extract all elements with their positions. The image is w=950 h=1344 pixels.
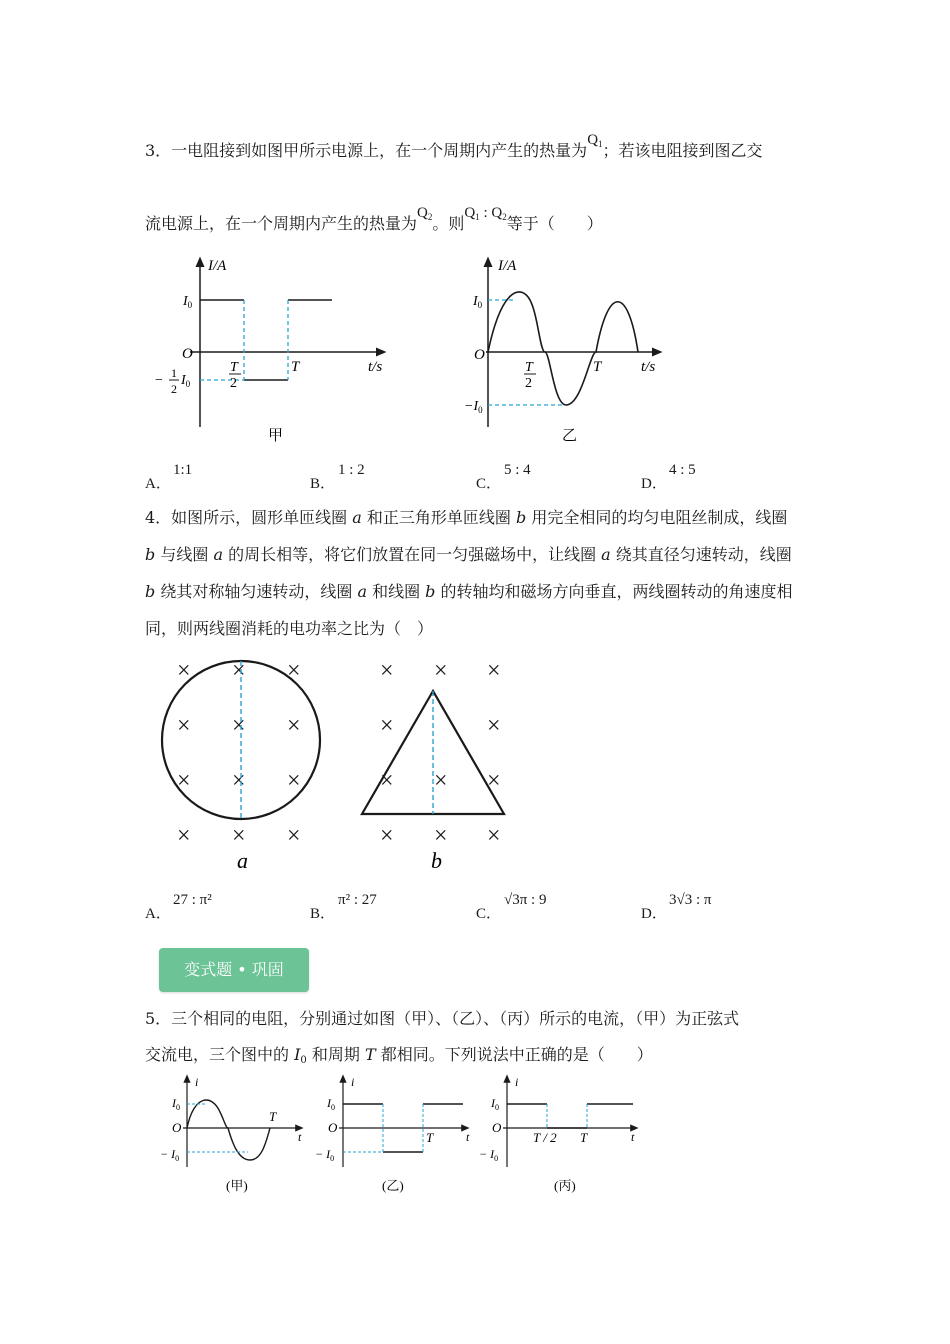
caption: (乙): [382, 1178, 404, 1193]
q3-text-4: 。则: [432, 214, 465, 233]
q4-text: 用完全相同的均匀电阻丝制成，线圈: [526, 508, 788, 527]
period-symbol: T: [364, 1045, 376, 1064]
y-top-label: [182, 294, 193, 310]
q5-text: 交流电，三个图中的: [145, 1045, 295, 1064]
top-label: [326, 1096, 335, 1112]
i0-sub: 0: [477, 300, 483, 310]
option-letter: D．: [641, 906, 667, 922]
coil-a-ref: a: [601, 545, 611, 564]
coil-b-ref: b: [425, 582, 436, 601]
cross: ×: [177, 658, 191, 684]
ratio-colon: :: [483, 205, 488, 221]
t-label: T: [580, 1130, 588, 1145]
i0-sub: 0: [331, 1103, 335, 1112]
option-value: 3√3 : π: [669, 892, 712, 908]
circular-coil-a: [162, 661, 320, 819]
q3-text-5: 等于（ ）: [506, 214, 603, 233]
x-axis-label: [368, 359, 382, 375]
cross: ×: [434, 768, 448, 794]
top-label: [490, 1096, 499, 1112]
ratio-q2: Q: [491, 205, 503, 221]
option-value: π² : 27: [338, 892, 377, 908]
neg-label: [315, 1147, 334, 1163]
q5-figures: [150, 1072, 650, 1202]
cross: ×: [380, 768, 394, 794]
q4-option-b[interactable]: [310, 892, 377, 923]
i0-sub: 0: [187, 300, 193, 310]
cross: ×: [380, 658, 394, 684]
option-letter: A．: [145, 906, 171, 922]
figure-5-yi: [315, 1075, 470, 1193]
q4-option-c[interactable]: [476, 892, 547, 923]
option-letter: C．: [476, 476, 502, 492]
ylabel-text: I/A: [208, 258, 227, 274]
coil-b-ref: b: [516, 508, 527, 527]
q3-option-a[interactable]: [145, 462, 193, 493]
label-a: a: [237, 848, 248, 873]
t-label: T: [269, 1109, 277, 1124]
neg-letter: − I: [160, 1147, 176, 1161]
q3-line2: [145, 205, 603, 238]
variant-badge: 变式题 • 巩固: [159, 948, 309, 992]
origin: O: [492, 1120, 502, 1135]
figure-5-bing: [479, 1075, 635, 1193]
option-letter: D．: [641, 476, 667, 492]
q4-text: 和正三角形单匝线圈: [361, 508, 517, 527]
neg-sub: 0: [494, 1154, 499, 1163]
figure-5-jia: [160, 1075, 302, 1193]
neg-label: [479, 1147, 498, 1163]
y-axis-label: [497, 258, 517, 274]
q4-option-a[interactable]: [145, 892, 212, 923]
option-letter: B．: [310, 476, 336, 492]
q4-line4: [145, 617, 433, 641]
option-value: √3π : 9: [504, 892, 547, 908]
coil-b-ref: b: [145, 545, 156, 564]
xlabel-text: t/s: [641, 359, 656, 375]
q5-line1: [145, 1007, 739, 1031]
neg-letter: − I: [315, 1147, 331, 1161]
i0-sub: 0: [495, 1103, 499, 1112]
q4-text: 和线圈: [366, 582, 426, 601]
caption-jia: 甲: [268, 428, 284, 444]
cross: ×: [177, 768, 191, 794]
q5-text: 都相同。下列说法中正确的是（ ）: [375, 1045, 653, 1064]
x-axis-label: [641, 359, 655, 375]
q4-text: 的周长相等，将它们放置在同一匀强磁场中，让线圈: [222, 545, 602, 564]
q5-text: 和周期: [306, 1045, 365, 1064]
neg-label: [160, 1147, 179, 1163]
q4-line2: [145, 543, 792, 567]
ratio-q1: Q: [464, 205, 476, 221]
cross: ×: [487, 713, 501, 739]
t-half-label: T / 2: [533, 1130, 557, 1145]
q4-option-d[interactable]: [641, 892, 712, 923]
option-value: 1:1: [173, 462, 193, 478]
q3-option-b[interactable]: [310, 462, 365, 493]
q4-text: 绕其对称轴匀速转动，线圈: [155, 582, 358, 601]
t-label: T: [291, 359, 300, 375]
cross: ×: [287, 658, 301, 684]
cross: ×: [177, 823, 191, 849]
q5-line2: [145, 1043, 653, 1070]
t-half-den: 2: [230, 376, 237, 391]
q5-text: 5．三个相同的电阻，分别通过如图（甲）、（乙）、（丙）所示的电流，（甲）为正弦式: [145, 1009, 740, 1028]
t-label: T: [426, 1130, 434, 1145]
q2-symbol: [417, 205, 432, 221]
q-ratio: [464, 205, 506, 221]
cross: ×: [232, 713, 246, 739]
t-half-den: 2: [525, 376, 532, 391]
cross: ×: [487, 823, 501, 849]
figure-jia: [150, 255, 400, 450]
option-value: 5 : 4: [504, 462, 531, 478]
cross: ×: [380, 713, 394, 739]
q4-text: 与线圈: [155, 545, 214, 564]
t-half-num: T: [525, 360, 533, 375]
i0-letter: I: [473, 294, 478, 309]
coil-b-ref: b: [145, 582, 156, 601]
q4-text: 同，则两线圈消耗的电功率之比为（ ）: [145, 619, 434, 638]
ratio-sub2: 2: [502, 212, 507, 222]
cross: ×: [487, 658, 501, 684]
q3-line1: [145, 132, 763, 165]
q2-letter: Q: [417, 205, 428, 221]
neg-i0-letter: −I: [464, 399, 479, 414]
cross: ×: [380, 823, 394, 849]
i0-letter: I: [183, 294, 188, 309]
q4-line1: [145, 506, 787, 530]
q2-subscript: 2: [427, 212, 433, 222]
caption: (丙): [554, 1178, 576, 1193]
coil-a-ref: a: [352, 508, 362, 527]
neg-i0-letter: I: [181, 373, 186, 388]
q3-option-c[interactable]: [476, 462, 531, 493]
neg-coef-den: 2: [171, 382, 177, 396]
ylabel: i: [515, 1075, 519, 1089]
xlabel-text: t/s: [368, 359, 383, 375]
origin-label: O: [182, 346, 193, 362]
neg-i0: [180, 373, 191, 389]
ylabel-text: I/A: [498, 258, 517, 274]
option-letter: C．: [476, 906, 502, 922]
q4-text: 的转轴均和磁场方向垂直，两线圈转动的角速度相: [435, 582, 793, 601]
q1-subscript: 1: [598, 139, 603, 149]
t-label: T: [593, 359, 602, 375]
cross: ×: [232, 823, 246, 849]
q3-option-d[interactable]: [641, 462, 696, 493]
neg-sign: −: [155, 373, 163, 388]
option-value: 1 : 2: [338, 462, 365, 478]
label-b: b: [431, 848, 442, 873]
neg-i0-sub: 0: [185, 379, 191, 389]
origin: O: [328, 1120, 338, 1135]
sine-wave: [187, 1100, 270, 1160]
cross: ×: [434, 658, 448, 684]
cross-grid-a: [177, 658, 301, 849]
t-half-num: T: [230, 360, 238, 375]
i0-letter: I: [172, 1096, 176, 1110]
neg-coef-num: 1: [171, 366, 177, 380]
cross: ×: [232, 658, 246, 684]
i0-letter: I: [294, 1045, 301, 1064]
cross: ×: [232, 768, 246, 794]
cross: ×: [287, 823, 301, 849]
i0-letter: I: [491, 1096, 495, 1110]
option-letter: B．: [310, 906, 336, 922]
i0-letter: I: [327, 1096, 331, 1110]
cross: ×: [177, 713, 191, 739]
origin-label: O: [474, 347, 485, 363]
sine-wave: [488, 292, 638, 405]
q3-text-2: ；若该电阻接到图乙交: [602, 141, 763, 160]
cross: ×: [287, 768, 301, 794]
caption-yi: 乙: [562, 428, 578, 444]
q1-symbol: [587, 132, 602, 148]
ylabel: i: [351, 1075, 355, 1089]
cross: ×: [434, 823, 448, 849]
ratio-sub1: 1: [475, 212, 480, 222]
option-value: 27 : π²: [173, 892, 212, 908]
q4-text: 绕其直径匀速转动，线圈: [610, 545, 792, 564]
neg-i0: [464, 399, 483, 415]
coils-figure: [150, 650, 530, 880]
option-letter: A．: [145, 476, 171, 492]
q4-line3: [145, 580, 793, 604]
xlabel: t: [298, 1130, 302, 1144]
neg-letter: − I: [479, 1147, 495, 1161]
cross: ×: [487, 768, 501, 794]
neg-sub: 0: [175, 1154, 180, 1163]
figure-yi: [458, 255, 678, 450]
i0-subscript: 0: [300, 1055, 307, 1066]
xlabel: t: [466, 1130, 470, 1144]
neg-sub: 0: [330, 1154, 335, 1163]
neg-i0-sub: 0: [478, 405, 483, 415]
q3-text-3: 流电源上，在一个周期内产生的热量为: [145, 214, 418, 233]
y-top-label: [472, 294, 483, 310]
xlabel: t: [631, 1130, 635, 1144]
cross: ×: [287, 713, 301, 739]
q1-letter: Q: [587, 132, 599, 148]
y-axis-label: [207, 258, 227, 274]
caption: (甲): [226, 1178, 248, 1193]
coil-a-ref: a: [357, 582, 367, 601]
option-value: 4 : 5: [669, 462, 696, 478]
coil-a-ref: a: [213, 545, 223, 564]
q4-text: 4．如图所示，圆形单匝线圈: [145, 508, 353, 527]
origin: O: [172, 1120, 182, 1135]
ylabel: i: [195, 1075, 199, 1089]
i0-sub: 0: [176, 1103, 180, 1112]
q3-text: 3．一电阻接到如图甲所示电源上，在一个周期内产生的热量为: [145, 141, 588, 160]
top-label: [171, 1096, 180, 1112]
